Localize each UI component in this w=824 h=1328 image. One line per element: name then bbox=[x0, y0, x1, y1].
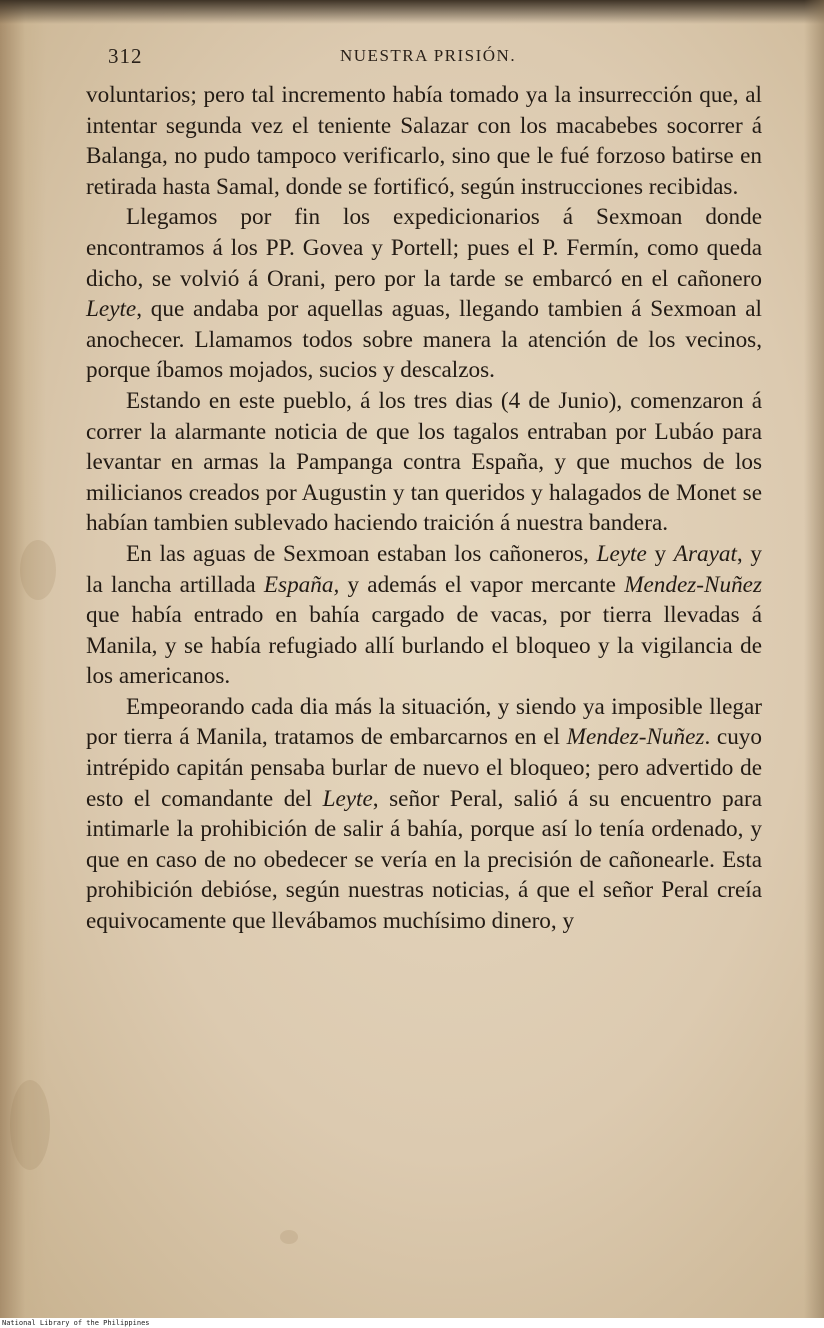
ship-name: Leyte bbox=[86, 296, 137, 323]
page-header bbox=[108, 44, 764, 72]
ship-name: España, bbox=[263, 571, 340, 598]
paragraph-5: Empeorando cada dia más la situación, y siendo ya imposible llegar por tierra á Manila, tratamos de embarcarnos en el Mendez-Nuñez. cuyo intrépido capitán pensaba burlar de nuevo el bloqueo; pero advertido de esto el comandante del Leyte, señor Peral, salió á su encuentro para intimarle la prohibición de salir á bahía, porque así lo tenía ordenado, y que en caso de no obedecer se vería en la precisión de cañonearle. Esta prohibición debióse, según nuestras noticias, á que el señor Peral creía equivocamente que llevábamos muchísimo dinero, y bbox=[86, 693, 763, 935]
paragraph-1: voluntarios; pero tal incremento había tomado ya la insurrección que, al intentar segunda vez el teniente Salazar con los macabebes socorrer á Balanga, no pudo tampoco verificarlo, sino que le fué forzoso batirse en retirada hasta Samal, donde se fortificó, según instrucciones recibidas. bbox=[86, 82, 762, 200]
ship-name: Mendez-Nuñez bbox=[566, 724, 705, 751]
footer-strip bbox=[0, 1318, 824, 1328]
ship-name: Leyte bbox=[596, 540, 647, 567]
ship-name: Arayat bbox=[673, 540, 737, 567]
page-number: 312 bbox=[108, 44, 143, 68]
ship-name: Mendez-Nuñez bbox=[624, 571, 762, 598]
running-head: NUESTRA PRISIÓN. bbox=[340, 46, 517, 65]
page-edge-shadow-right bbox=[804, 0, 824, 1318]
paper-stain bbox=[280, 1230, 298, 1244]
body-text bbox=[86, 80, 762, 937]
library-credit: National Library of the Philippines bbox=[2, 1319, 150, 1327]
paragraph-3: Estando en este pueblo, á los tres dias (4 de Junio), comenzaron á correr la alarmante noticia de que los tagalos entraban por Lubáo para levantar en armas la Pampanga contra España, y que muchos de los milicianos creados por Augustin y tan queridos y halagados de Monet se habían tambien sublevado haciendo traición á nuestra bandera. bbox=[86, 387, 762, 537]
paper-stain bbox=[20, 540, 56, 600]
paragraph-4: En las aguas de Sexmoan estaban los cañoneros, Leyte y Arayat, y la lancha artillada España, y además el vapor mercante Mendez-Nuñez que había entrado en bahía cargado de vacas, por tierra llevadas á Manila, y se había refugiado allí burlando el bloqueo y la vigilancia de los americanos. bbox=[86, 540, 763, 690]
ship-name: Leyte bbox=[322, 785, 373, 812]
paragraph-2: Llegamos por fin los expedicionarios á Sexmoan donde encontramos á los PP. Govea y Portell; pues el P. Fermín, como queda dicho, se volvió á Orani, pero por la tarde se embarcó en el cañonero Leyte, que andaba por aquellas aguas, llegando tambien á Sexmoan al anochecer. Llamamos todos sobre manera la atención de los vecinos, porque íbamos mojados, sucios y descalzos. bbox=[86, 204, 762, 384]
page-edge-shadow-top bbox=[0, 0, 824, 24]
paper-stain bbox=[10, 1080, 50, 1170]
